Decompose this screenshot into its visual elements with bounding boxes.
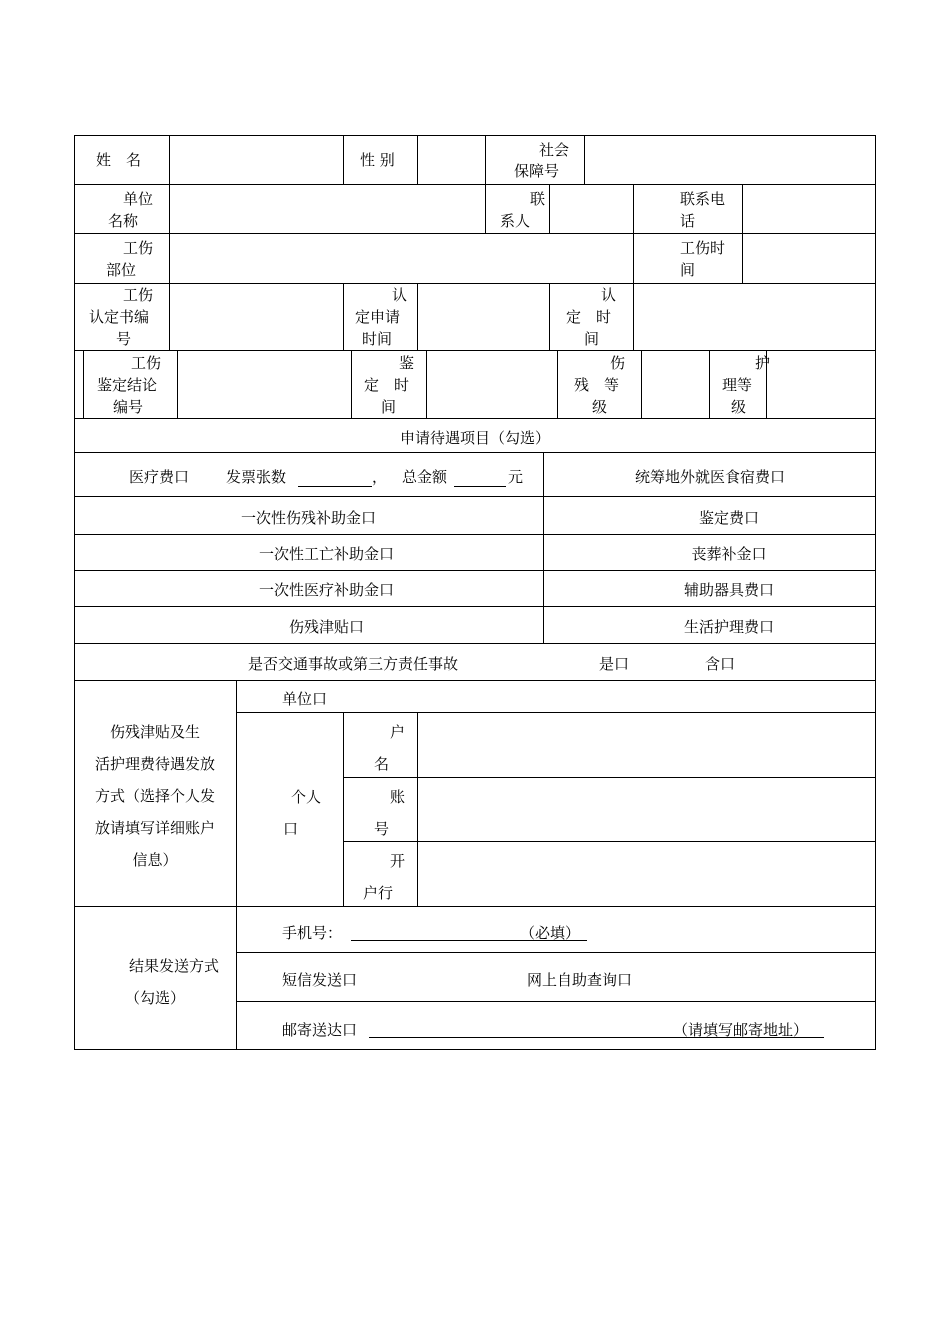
death-subsidy-option[interactable]: 一次性工亡补助金口 bbox=[258, 545, 394, 563]
unit-payment-option[interactable]: 单位口 bbox=[282, 690, 328, 708]
appraisal-no-label-3: 编号 bbox=[113, 398, 144, 416]
appraisal-time-label-2: 定 时 bbox=[364, 376, 410, 394]
unit-name-label-2: 名称 bbox=[108, 212, 139, 230]
account-no-label-2: 号 bbox=[374, 820, 390, 838]
apply-time-label-1: 认 bbox=[392, 286, 408, 304]
funeral-subsidy-option[interactable]: 丧葬补金口 bbox=[691, 545, 767, 563]
personal-payment-option-1[interactable]: 个人 bbox=[291, 788, 322, 806]
name-label: 姓 名 bbox=[96, 151, 142, 169]
items-header: 申请待遇项目（勾选） bbox=[399, 429, 550, 447]
invoice-count-field[interactable] bbox=[298, 470, 372, 487]
account-name-field[interactable] bbox=[418, 713, 875, 777]
appraisal-no-label-2: 鉴定结论 bbox=[97, 376, 158, 394]
injury-time-field[interactable] bbox=[743, 234, 875, 283]
bank-field[interactable] bbox=[418, 842, 875, 906]
payment-method-line: 活护理费待遇发放 bbox=[94, 755, 215, 773]
disability-allowance-option[interactable]: 伤残津贴口 bbox=[288, 618, 364, 636]
row-divider bbox=[74, 534, 876, 535]
row-divider bbox=[74, 570, 876, 571]
contact-person-field[interactable] bbox=[550, 185, 633, 233]
offsite-lodging-option[interactable]: 统筹地外就医食宿费口 bbox=[634, 468, 785, 486]
account-name-label-2: 名 bbox=[374, 755, 390, 773]
col-divider bbox=[351, 350, 352, 418]
contact-phone-label-1: 联系电 bbox=[680, 190, 726, 208]
col-divider bbox=[485, 135, 486, 184]
disability-grade-field[interactable] bbox=[642, 351, 709, 418]
phone-required-note: （必填） bbox=[520, 924, 581, 942]
cert-no-label-3: 号 bbox=[116, 330, 132, 348]
appraisal-no-label-1: 工伤 bbox=[131, 354, 162, 372]
payment-method-line: 方式（选择个人发 bbox=[94, 787, 215, 805]
row-divider bbox=[236, 1001, 876, 1002]
appraisal-time-field[interactable] bbox=[427, 351, 557, 418]
social-security-field[interactable] bbox=[585, 136, 875, 184]
phone-label: 手机号： bbox=[282, 924, 343, 942]
cert-no-field[interactable] bbox=[170, 284, 343, 350]
col-divider bbox=[236, 680, 237, 1050]
cert-time-label-1: 认 bbox=[601, 286, 617, 304]
gender-label: 性 别 bbox=[360, 151, 395, 169]
row-divider bbox=[74, 643, 876, 644]
cert-time-label-3: 间 bbox=[584, 330, 600, 348]
payment-method-line: 放请填写详细账户 bbox=[94, 819, 215, 837]
cert-time-field[interactable] bbox=[634, 284, 875, 350]
apply-time-label-2: 定申请 bbox=[355, 308, 401, 326]
row-divider bbox=[74, 418, 876, 419]
medical-fee-option[interactable]: 医疗费口 bbox=[129, 468, 190, 486]
col-divider bbox=[633, 184, 634, 283]
appraisal-no-field[interactable] bbox=[178, 351, 351, 418]
mail-address-hint: （请填写邮寄地址） bbox=[673, 1021, 809, 1039]
col-divider bbox=[709, 350, 710, 418]
col-divider bbox=[549, 283, 550, 350]
row-divider bbox=[74, 496, 876, 497]
unit-name-label-1: 单位 bbox=[123, 190, 154, 208]
account-no-label-1: 账 bbox=[390, 788, 406, 806]
appraisal-fee-option[interactable]: 鉴定费口 bbox=[698, 509, 759, 527]
contact-phone-label-2: 话 bbox=[680, 212, 696, 230]
total-amount-label: 总金额 bbox=[402, 468, 448, 486]
care-grade-field[interactable] bbox=[767, 351, 875, 418]
contact-person-label-2: 系人 bbox=[500, 212, 531, 230]
assistive-fee-option[interactable]: 辅助器具费口 bbox=[683, 581, 774, 599]
row-divider bbox=[74, 906, 876, 907]
apply-time-label-3: 时间 bbox=[362, 330, 393, 348]
total-amount-field[interactable] bbox=[454, 470, 506, 487]
result-method-label-1: 结果发送方式 bbox=[128, 957, 219, 975]
contact-phone-field[interactable] bbox=[743, 185, 875, 233]
payment-method-line: 信息） bbox=[132, 851, 178, 869]
injury-time-label-1: 工伤时 bbox=[680, 239, 726, 257]
traffic-yes-option[interactable]: 是口 bbox=[599, 655, 630, 673]
comma-text: ， bbox=[372, 468, 388, 486]
sms-option[interactable]: 短信发送口 bbox=[282, 971, 358, 989]
bank-label-2: 户行 bbox=[363, 884, 394, 902]
payment-method-label bbox=[74, 716, 236, 876]
result-method-label-2: （勾选） bbox=[124, 989, 185, 1007]
care-grade-label-2: 理等 bbox=[722, 376, 753, 394]
appraisal-time-label-3: 间 bbox=[381, 398, 397, 416]
care-grade-label-1: 护 bbox=[755, 354, 771, 372]
care-grade-label-3: 级 bbox=[731, 398, 747, 416]
cert-no-label-2: 认定书编 bbox=[89, 308, 150, 326]
contact-person-label-1: 联 bbox=[530, 190, 546, 208]
traffic-accident-question: 是否交通事故或第三方责任事故 bbox=[248, 655, 459, 673]
col-divider bbox=[343, 712, 344, 906]
row-divider bbox=[236, 952, 876, 953]
yuan-text: 元 bbox=[508, 468, 524, 486]
row-divider bbox=[74, 680, 876, 681]
disability-grade-label-2: 残 等 bbox=[574, 376, 620, 394]
medical-subsidy-option[interactable]: 一次性医疗补助金口 bbox=[258, 581, 394, 599]
col-divider bbox=[83, 350, 84, 418]
apply-time-field[interactable] bbox=[418, 284, 549, 350]
appraisal-time-label-1: 鉴 bbox=[399, 354, 415, 372]
injury-part-label-2: 部位 bbox=[106, 261, 137, 279]
care-fee-option[interactable]: 生活护理费口 bbox=[683, 618, 774, 636]
cert-no-label-1: 工伤 bbox=[123, 286, 154, 304]
personal-payment-option-2[interactable]: 口 bbox=[283, 820, 299, 838]
payment-method-line: 伤残津贴及生 bbox=[109, 723, 200, 741]
gender-field[interactable] bbox=[418, 136, 485, 184]
disability-subsidy-option[interactable]: 一次性伤残补助金口 bbox=[240, 509, 376, 527]
traffic-no-option[interactable]: 含口 bbox=[705, 655, 736, 673]
injury-part-field[interactable] bbox=[170, 234, 633, 283]
online-query-option[interactable]: 网上自助查询口 bbox=[527, 971, 633, 989]
col-divider bbox=[343, 135, 344, 184]
mail-option[interactable]: 邮寄送达口 bbox=[282, 1021, 358, 1039]
col-divider bbox=[557, 350, 558, 418]
disability-grade-label-1: 伤 bbox=[610, 354, 626, 372]
social-security-label-2: 保障号 bbox=[514, 162, 560, 180]
row-divider bbox=[74, 452, 876, 453]
unit-name-field[interactable] bbox=[170, 185, 485, 233]
injury-part-label-1: 工伤 bbox=[123, 239, 154, 257]
social-security-label-1: 社会 bbox=[539, 141, 570, 159]
col-divider bbox=[343, 283, 344, 350]
disability-grade-label-3: 级 bbox=[592, 398, 608, 416]
row-divider bbox=[74, 606, 876, 607]
invoice-count-label: 发票张数 bbox=[226, 468, 287, 486]
injury-time-label-2: 间 bbox=[680, 261, 696, 279]
name-field[interactable] bbox=[170, 136, 343, 184]
col-divider bbox=[485, 184, 486, 233]
account-no-field[interactable] bbox=[418, 778, 875, 841]
account-name-label-1: 户 bbox=[390, 723, 406, 741]
cert-time-label-2: 定 时 bbox=[566, 308, 612, 326]
bank-label-1: 开 bbox=[390, 852, 406, 870]
